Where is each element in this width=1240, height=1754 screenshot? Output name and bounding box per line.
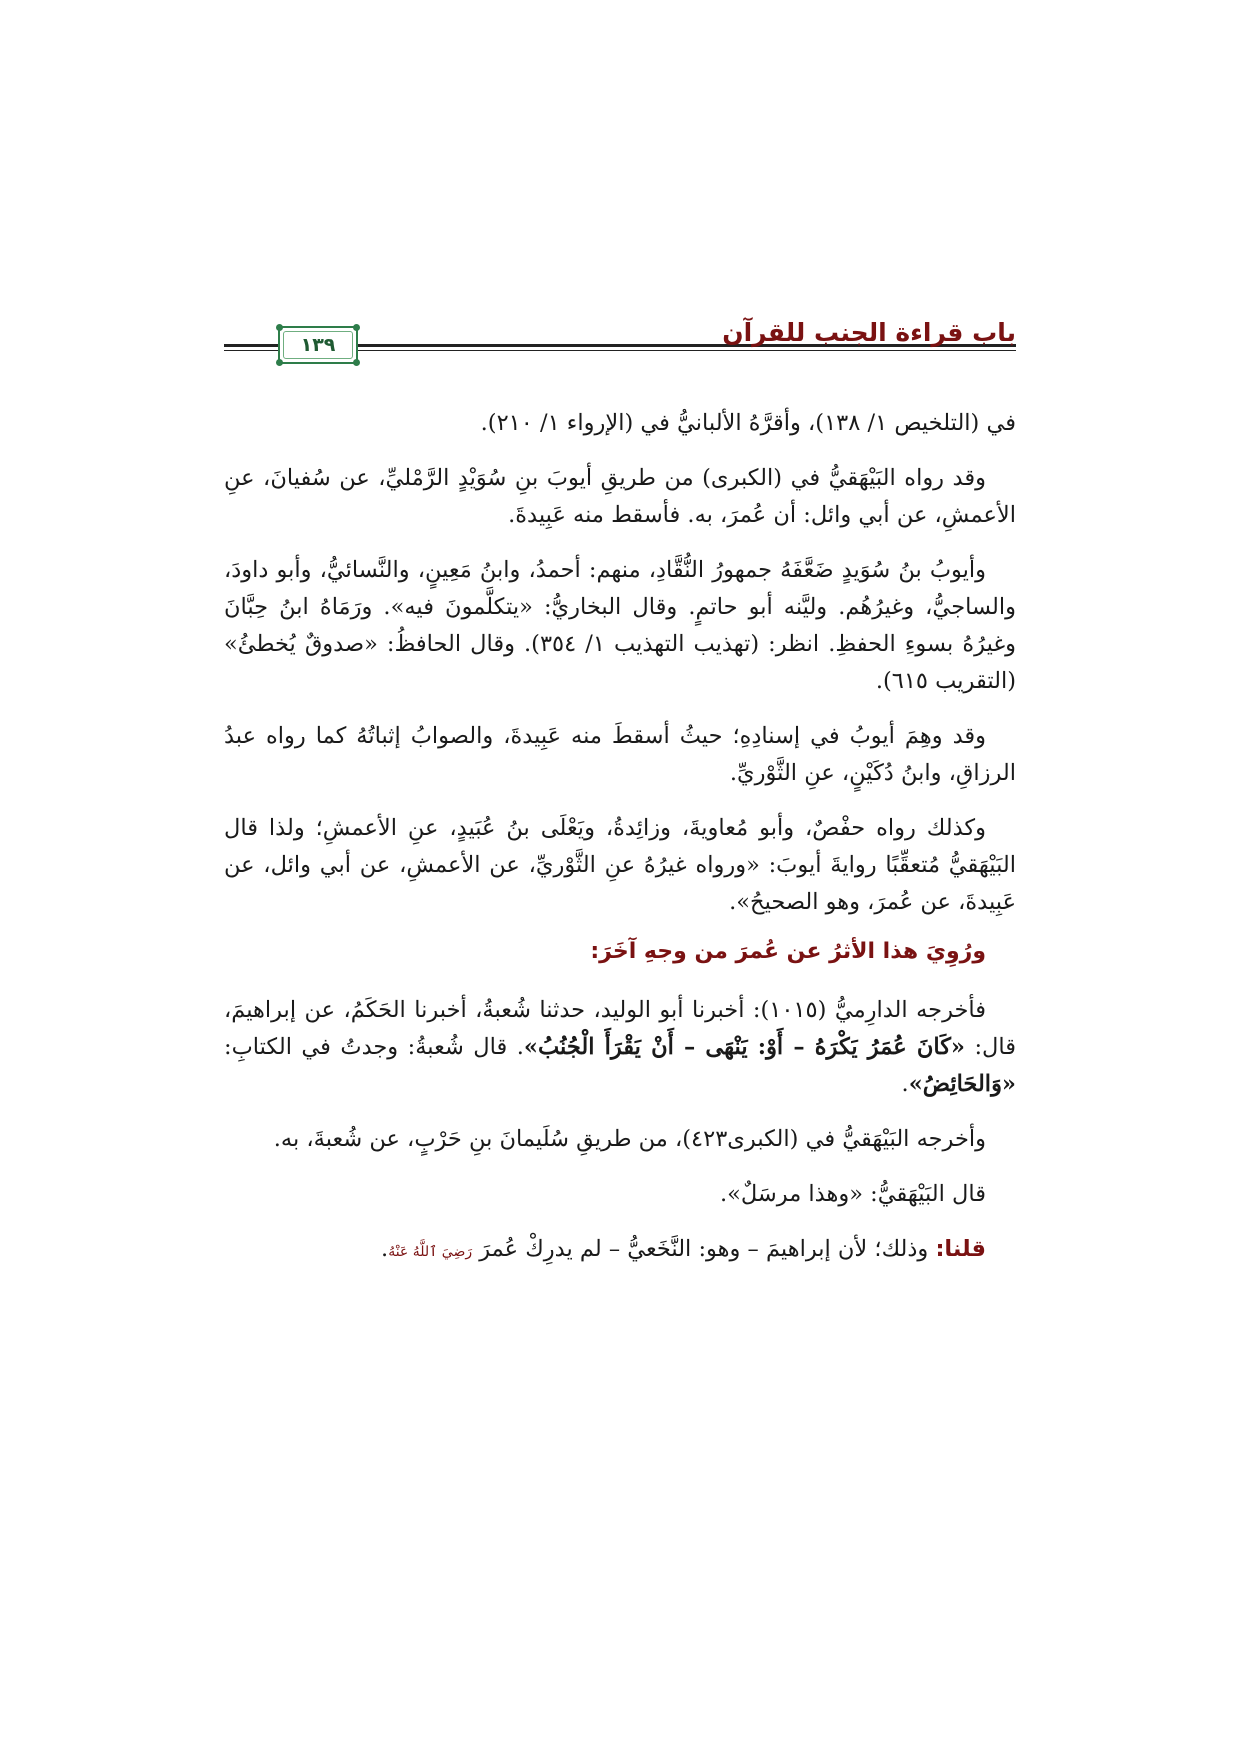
hadith-quote: «كَانَ عُمَرُ يَكْرَهُ – أَوْ: يَنْهَى – أَنْ يَقْرَأَ الْجُنُبُ»: [523, 1034, 965, 1060]
honorific-symbol: رَضِيَ ٱللَّهُ عَنْهُ: [388, 1244, 473, 1260]
paragraph: وقد وهِمَ أيوبُ في إسنادِهِ؛ حيثُ أسقطَ منه عَبِيدةَ، والصوابُ إثباتُهُ كما رواه عبدُ الرزاقِ، وابنُ دُكَيْنٍ، عنِ الثَّوْريِّ.: [224, 723, 1016, 786]
page-header: [224, 318, 1016, 368]
paragraph-text: .: [901, 1071, 909, 1097]
badge-ornament-icon: [353, 324, 360, 331]
paragraph: وقد رواه البَيْهَقيُّ في (الكبرى) من طريقِ أيوبَ بنِ سُوَيْدٍ الرَّمْليِّ، عن سُفيانَ، عنِ الأعمشِ، عن أبي وائل: أن عُمرَ، به. فأسقط منه عَبِيدةَ.: [224, 465, 1016, 528]
page-number: ١٣٩: [300, 334, 336, 356]
paragraph-text: وذلك؛ لأن إبراهيمَ – وهو: النَّخَعيُّ – لم يدرِكْ عُمرَ: [472, 1236, 936, 1262]
qulna-label: قلنا:: [935, 1236, 986, 1262]
badge-ornament-icon: [353, 359, 360, 366]
paragraph: وكذلك رواه حفْصٌ، وأبو مُعاويةَ، وزائِدةُ، ويَعْلَى بنُ عُبَيدٍ، عنِ الأعمشِ؛ ولذا قال البَيْهَقيُّ مُتعقِّبًا روايةَ أيوبَ: «ورواه غيرُهُ عنِ الثَّوْريِّ، عن الأعمشِ، عن أبي وائل، عن عَبِيدةَ، عن عُمرَ، وهو الصحيحُ».: [224, 815, 1016, 915]
paragraph: وأخرجه البَيْهَقيُّ في (الكبرى٤٢٣)، من طريقِ سُلَيمانَ بنِ حَرْبٍ، عن شُعبةَ، به.: [273, 1126, 986, 1152]
paragraph-text: . قال شُعبةُ: وجدتُ في الكتابِ:: [224, 1034, 524, 1060]
hadith-quote: «وَالحَائِضُ»: [908, 1071, 1016, 1097]
badge-ornament-icon: [276, 359, 283, 366]
paragraph: [224, 1231, 1016, 1271]
badge-ornament-icon: [276, 324, 283, 331]
section-heading: ورُوِيَ هذا الأثرُ عن عُمرَ من وجهِ آخَرَ:: [590, 939, 986, 964]
page-number-badge: [278, 326, 358, 364]
paragraph: وأيوبُ بنُ سُوَيدٍ ضَعَّفَهُ جمهورُ النُّقَّادِ، منهم: أحمدُ، وابنُ مَعِينٍ، والنَّسائيُّ، وأبو داودَ، والساجيُّ، وغيرُهُم. وليَّنه أبو حاتمٍ. وقال البخاريُّ: «يتكلَّمونَ فيه». ورَمَاهُ ابنُ حِبَّانَ وغيرُهُ بسوءِ الحفظِ. انظر: (تهذيب التهذيب ١/ ٣٥٤). وقال الحافظُ: «صدوقٌ يُخطئُ» (التقريب ٦١٥).: [224, 557, 1017, 694]
chapter-title: باب قراءة الجنب للقرآن: [722, 318, 1016, 347]
paragraph-text: .: [381, 1236, 389, 1262]
paragraph: قال البَيْهَقيُّ: «وهذا مرسَلٌ».: [719, 1181, 986, 1207]
paragraph-text: فأخرجه الدارِميُّ (١٠١٥): أخبرنا أبو الوليد، حدثنا شُعبةُ، أخبرنا الحَكَمُ، عن إبراهيمَ، قال:: [224, 997, 1017, 1060]
paragraph: [224, 992, 1016, 1103]
paragraph: في (التلخيص ١/ ١٣٨)، وأقرَّهُ الألبانيُّ في (الإرواء ١/ ٢١٠).: [480, 410, 1016, 436]
page-body: [224, 405, 1016, 1289]
